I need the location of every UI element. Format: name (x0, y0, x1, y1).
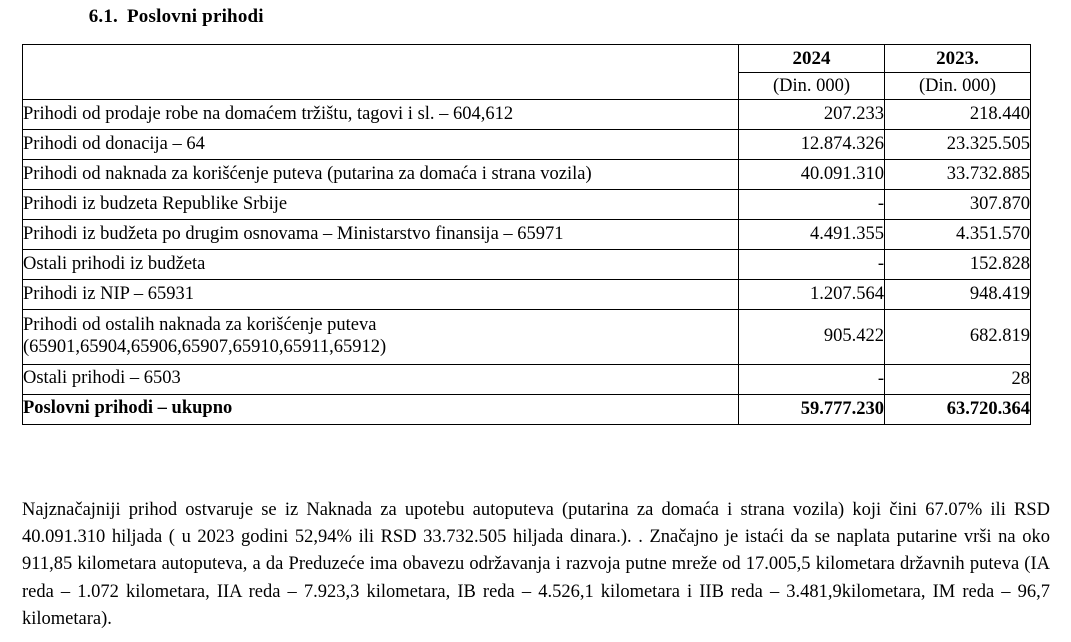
row-value-2023: 28 (885, 364, 1031, 394)
header-cell-unit-2023: (Din. 000) (885, 73, 1031, 100)
row-value-2024: 40.091.310 (739, 160, 885, 190)
row-label: Ostali prihodi – 6503 (23, 364, 739, 394)
row-value-2023: 948.419 (885, 280, 1031, 310)
row-value-2024: 1.207.564 (739, 280, 885, 310)
total-label: Poslovni prihodi – ukupno (23, 394, 739, 424)
row-label-line2: (65901,65904,65906,65907,65910,65911,65912) (23, 336, 387, 357)
row-label (23, 310, 739, 365)
table-row (23, 190, 1031, 220)
row-value-2024: - (739, 190, 885, 220)
row-label: Prihodi od naknada za korišćenje puteva (putarina za domaća i strana vozila) (23, 160, 739, 190)
row-value-2024: - (739, 250, 885, 280)
table-row (23, 100, 1031, 130)
row-value-2023: 4.351.570 (885, 220, 1031, 250)
row-value-2024: 12.874.326 (739, 130, 885, 160)
table-row (23, 160, 1031, 190)
table-row (23, 280, 1031, 310)
table-header-row-years (23, 45, 1031, 73)
header-cell-year-2023: 2023. (885, 45, 1031, 73)
table-row (23, 310, 1031, 365)
table-header (23, 45, 1031, 100)
row-value-2023: 152.828 (885, 250, 1031, 280)
row-label: Ostali prihodi iz budžeta (23, 250, 739, 280)
row-label: Prihodi od donacija – 64 (23, 130, 739, 160)
row-value-2023: 307.870 (885, 190, 1031, 220)
row-label-line1: Prihodi od ostalih naknada za korišćenje puteva (23, 315, 377, 335)
row-label: Prihodi iz budžeta po drugim osnovama – Ministarstvo finansija – 65971 (23, 220, 739, 250)
row-label: Prihodi iz NIP – 65931 (23, 280, 739, 310)
row-value-2024: 4.491.355 (739, 220, 885, 250)
table-total-row (23, 394, 1031, 424)
revenue-table (22, 44, 1031, 425)
section-number: 6.1. (88, 6, 118, 27)
row-value-2023: 218.440 (885, 100, 1031, 130)
row-value-2023: 682.819 (885, 310, 1031, 365)
row-value-2023: 33.732.885 (885, 160, 1031, 190)
row-value-2024: 905.422 (739, 310, 885, 365)
header-cell-blank (23, 45, 739, 100)
table-row (23, 220, 1031, 250)
row-value-2024: - (739, 364, 885, 394)
page-title (22, 4, 264, 31)
row-value-2023: 23.325.505 (885, 130, 1031, 160)
row-label: Prihodi iz budzeta Republike Srbije (23, 190, 739, 220)
header-cell-unit-2024: (Din. 000) (739, 73, 885, 100)
table-row (23, 364, 1031, 394)
revenue-table-container (22, 44, 1030, 425)
row-value-2024: 207.233 (739, 100, 885, 130)
table-body (23, 100, 1031, 425)
header-cell-year-2024: 2024 (739, 45, 885, 73)
row-label: Prihodi od prodaje robe na domaćem tržištu, tagovi i sl. – 604,612 (23, 100, 739, 130)
section-title: Poslovni prihodi (127, 6, 264, 27)
body-paragraph: Najznačajniji prihod ostvaruje se iz Naknada za upotebu autoputeva (putarina za domaća i strana vozila) koji čini 67.07% ili RSD 40.091.310 hiljada ( u 2023 godini 52,94% ili RSD 33.732.505 hiljada dinara.). . Značajno je istaći da se naplata putarine vrši na oko 911,85 kilometara autoputeva, a da Preduzeće ima obavezu održavanja i razvoja putne mreže od 17.005,5 kilometara državnih puteva (IA reda – 1.072 kilometara, IIA reda – 7.923,3 kilometara, IB reda – 4.526,1 kilometara i IIB reda – 3.481,9kilometara, IM reda – 96,7 kilometara). (22, 500, 1050, 629)
total-value-2023: 63.720.364 (885, 394, 1031, 424)
table-row (23, 250, 1031, 280)
table-row (23, 130, 1031, 160)
total-value-2024: 59.777.230 (739, 394, 885, 424)
